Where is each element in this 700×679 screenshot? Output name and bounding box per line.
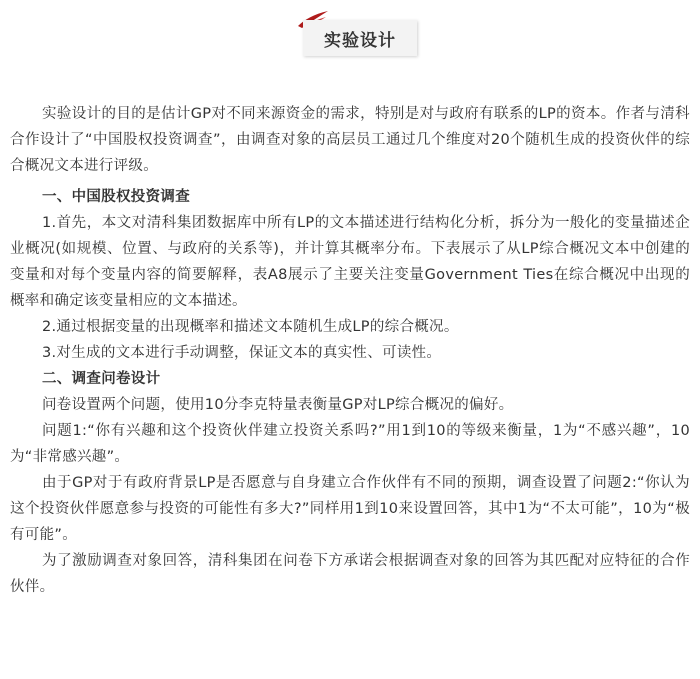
paragraph-step-2: 2.通过根据变量的出现概率和描述文本随机生成LP的综合概况。 [42, 319, 459, 335]
paragraph-question-2: 由于GP对于有政府背景LP是否愿意与自身建立合作伙伴有不同的预期，调查设置了问题2:“你认为这个投资伙伴愿意参与投资的可能性有多大?”同样用1到10来设置回答，其中1为“不太可能”，10为“极有可能”。 [10, 475, 690, 543]
paragraph-step-1: 1.首先，本文对清科集团数据库中所有LP的文本描述进行结构化分析，拆分为一般化的变量描述企业概况(如规模、位置、与政府的关系等)，并计算其概率分布。下表展示了从LP综合概况文本中创建的变量和对每个变量内容的简要解释，表A8展示了主要关注变量Government Ties在综合概况中出现的概率和确定该变量相应的文本描述。 [10, 215, 690, 309]
section-header [10, 0, 690, 84]
paragraph-question-1: 问题1:“你有兴趣和这个投资伙伴建立投资关系吗?”用1到10的等级来衡量，1为“不感兴趣”，10为“非常感兴趣”。 [10, 423, 690, 465]
paragraph-questionnaire: 问卷设置两个问题，使用10分李克特量表衡量GP对LP综合概况的偏好。 [42, 397, 514, 413]
article-body [10, 101, 690, 600]
paragraph-step-3: 3.对生成的文本进行手动调整，保证文本的真实性、可读性。 [42, 345, 442, 361]
heading-survey: 一、中国股权投资调查 [42, 189, 190, 205]
heading-questionnaire: 二、调查问卷设计 [42, 371, 161, 387]
section-title: 实验设计 [303, 20, 417, 56]
paragraph-incentive: 为了激励调查对象回答，清科集团在问卷下方承诺会根据调查对象的回答为其匹配对应特征的合作伙伴。 [10, 553, 690, 595]
paragraph-intro: 实验设计的目的是估计GP对不同来源资金的需求，特别是对与政府有联系的LP的资本。作者与清科合作设计了“中国股权投资调查”，由调查对象的高层员工通过几个维度对20个随机生成的投资伙伴的综合概况文本进行评级。 [10, 106, 690, 174]
